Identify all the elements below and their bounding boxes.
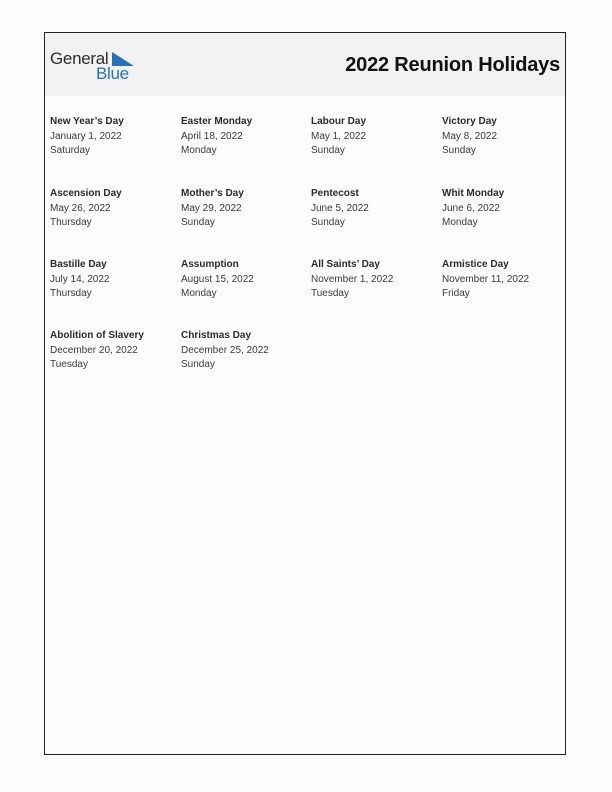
holiday-weekday: Friday <box>442 288 470 299</box>
holiday-name: Bastille Day <box>50 259 107 270</box>
holiday-item <box>181 115 309 159</box>
holiday-item <box>50 115 178 159</box>
holiday-date: May 8, 2022 <box>442 130 498 142</box>
holiday-weekday: Monday <box>181 288 217 299</box>
holiday-date: August 15, 2022 <box>181 273 254 285</box>
page-title: 2022 Reunion Holidays <box>345 54 560 76</box>
holiday-item <box>442 258 570 302</box>
holiday-weekday: Tuesday <box>50 359 88 370</box>
holiday-item <box>181 258 309 302</box>
holiday-item <box>442 187 570 231</box>
holiday-name: Abolition of Slavery <box>50 330 144 341</box>
holiday-date: December 20, 2022 <box>50 344 138 356</box>
holiday-date: June 5, 2022 <box>311 202 369 214</box>
holiday-weekday: Monday <box>181 145 217 156</box>
holiday-item <box>311 115 439 159</box>
holiday-weekday: Sunday <box>181 217 215 228</box>
holiday-name: Armistice Day <box>442 259 509 270</box>
holiday-item <box>50 329 178 373</box>
holiday-name: Easter Monday <box>181 116 253 127</box>
holiday-item <box>50 187 178 231</box>
holiday-weekday: Sunday <box>311 145 345 156</box>
holiday-item <box>50 258 178 302</box>
logo-text-blue: Blue <box>96 64 129 83</box>
holiday-weekday: Thursday <box>50 217 92 228</box>
holiday-weekday: Saturday <box>50 145 91 156</box>
holiday-date: December 25, 2022 <box>181 344 269 356</box>
logo <box>50 47 140 83</box>
holiday-name: All Saints’ Day <box>311 259 380 270</box>
holiday-date: May 1, 2022 <box>311 130 367 142</box>
holiday-item <box>311 258 439 302</box>
holiday-weekday: Monday <box>442 217 478 228</box>
holiday-name: Labour Day <box>311 116 367 127</box>
header <box>45 33 565 96</box>
holiday-name: Assumption <box>181 259 239 270</box>
holiday-date: November 11, 2022 <box>442 273 530 285</box>
holiday-weekday: Sunday <box>181 359 215 370</box>
holiday-name: Mother’s Day <box>181 188 244 199</box>
holiday-date: June 6, 2022 <box>442 202 500 214</box>
holiday-date: July 14, 2022 <box>50 273 110 285</box>
holiday-item <box>181 329 309 373</box>
holiday-date: January 1, 2022 <box>50 130 122 142</box>
holiday-name: Victory Day <box>442 116 497 127</box>
holiday-name: Whit Monday <box>442 188 505 199</box>
holiday-item <box>442 115 570 159</box>
holiday-weekday: Sunday <box>311 217 345 228</box>
holiday-weekday: Tuesday <box>311 288 349 299</box>
holiday-date: May 26, 2022 <box>50 202 111 214</box>
holiday-date: May 29, 2022 <box>181 202 242 214</box>
holiday-name: Christmas Day <box>181 330 252 341</box>
holiday-date: April 18, 2022 <box>181 130 243 142</box>
holiday-name: Pentecost <box>311 188 359 199</box>
page-frame <box>44 32 566 755</box>
holiday-name: Ascension Day <box>50 188 122 199</box>
holiday-item <box>311 187 439 231</box>
logo-text-general: General <box>50 49 109 68</box>
holiday-weekday: Thursday <box>50 288 92 299</box>
holiday-item <box>181 187 309 231</box>
holiday-weekday: Sunday <box>442 145 476 156</box>
holiday-name: New Year’s Day <box>50 116 124 127</box>
holiday-date: November 1, 2022 <box>311 273 394 285</box>
